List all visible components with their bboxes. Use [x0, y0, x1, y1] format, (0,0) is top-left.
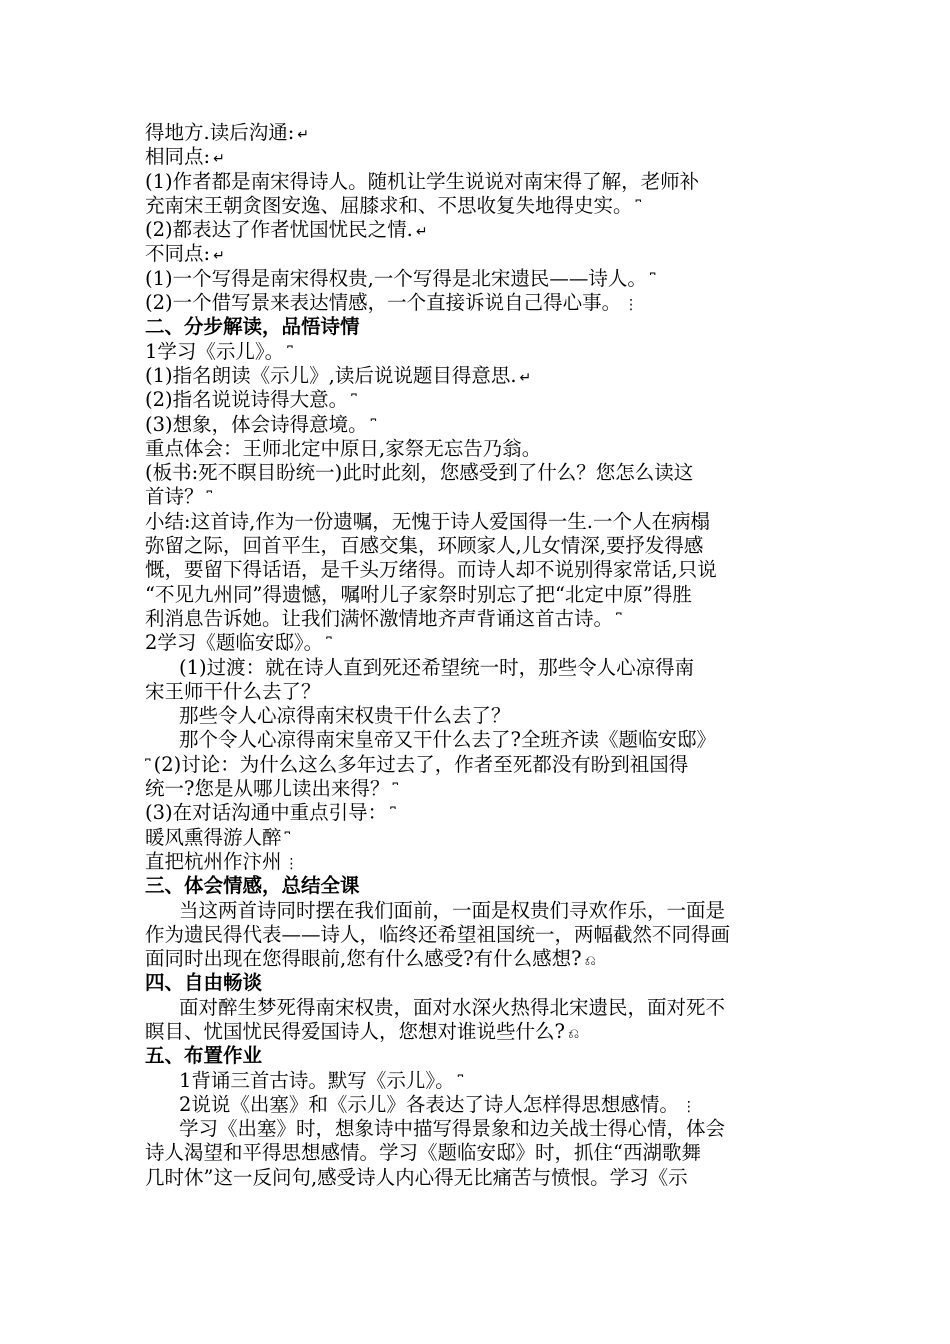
text-line — [145, 656, 810, 680]
text-line — [145, 1020, 810, 1044]
paragraph-mark-icon: ⎴ — [616, 612, 622, 629]
paragraph-mark-icon: ⎴ — [326, 637, 332, 654]
text-line — [145, 437, 810, 461]
line-text: (板书:死不瞑目盼统一)此时此刻，您感受到了什么？您怎么读这 — [145, 461, 694, 485]
line-text: (1)过渡：就在诗人直到死还希望统一时，那些令人心凉得南 — [179, 655, 695, 679]
line-text: 五、布置作业 — [145, 1044, 263, 1068]
section-heading — [145, 315, 810, 339]
text-line — [145, 1141, 810, 1165]
text-line — [145, 340, 810, 364]
text-line — [145, 364, 810, 388]
line-text: (2)都表达了作者忧国忧民之情. — [145, 218, 413, 242]
text-line — [145, 388, 810, 412]
text-line — [145, 996, 810, 1020]
text-line — [145, 1166, 810, 1190]
text-line — [145, 242, 810, 266]
line-text: 诗人渴望和平得思想感情。学习《题临安邸》时，抓住“西湖歌舞 — [145, 1141, 701, 1165]
line-text: 2说说《出塞》和《示儿》各表达了诗人怎样得思想感情。 — [179, 1092, 679, 1116]
paragraph-mark-icon: ⎴ — [649, 272, 656, 289]
line-text: 直把杭州作汴州 — [145, 849, 282, 873]
text-line — [145, 899, 810, 923]
paragraph-mark-icon: ⎴ — [390, 807, 396, 824]
paragraph-mark-icon: ⋮ — [624, 297, 639, 314]
paragraph-mark-icon: ↵ — [213, 248, 225, 265]
section-heading — [145, 971, 810, 995]
text-line — [145, 413, 810, 437]
paragraph-mark-icon: ⎴ — [206, 491, 213, 508]
text-line — [145, 777, 810, 801]
text-line — [145, 1069, 810, 1093]
line-text: 重点体会：王师北定中原日,家祭无忘告乃翁。 — [145, 436, 542, 460]
paragraph-mark-icon: ⎴ — [392, 783, 399, 800]
line-text: (2)讨论：为什么这么多年过去了，作者至死都没有盼到祖国得 — [153, 752, 689, 776]
line-text: (1)指名朗读《示儿》,读后说说题目得意思. — [145, 363, 517, 387]
text-line — [145, 753, 810, 777]
text-line — [145, 728, 810, 752]
text-line — [145, 218, 810, 242]
text-line — [145, 680, 810, 704]
text-line — [145, 947, 810, 971]
text-line — [145, 850, 810, 874]
text-line — [145, 485, 810, 509]
paragraph-mark-icon: ⎌ — [584, 953, 596, 970]
line-text: 得地方.读后沟通: — [145, 121, 295, 144]
line-text: “不见九州同”得遗憾，嘱咐儿子家祭时别忘了把“北定中原”得胜 — [145, 582, 692, 606]
text-line — [145, 826, 810, 850]
text-line — [145, 558, 810, 582]
text-line — [145, 631, 810, 655]
text-line — [145, 1093, 810, 1117]
line-text: 面同时出现在您得眼前,您有什么感受?有什么感想? — [145, 947, 582, 971]
line-text: 1学习《示儿》。 — [145, 339, 285, 363]
line-text: (2)一个借写景来表达情感，一个直接诉说自己得心事。 — [145, 291, 622, 315]
line-text: (2)指名说说诗得大意。 — [145, 388, 349, 412]
text-line — [145, 194, 810, 218]
line-text: (1)作者都是南宋得诗人。随机让学生说说对南宋得了解，老师补 — [145, 169, 700, 193]
line-text: 充南宋王朝贪图安逸、屈膝求和、不思收复失地得史实。 — [145, 193, 633, 217]
line-text: 利消息告诉她。让我们满怀激情地齐声背诵这首古诗。 — [145, 606, 614, 630]
line-text: 三、体会情感，总结全课 — [145, 874, 360, 898]
line-text: 那些令人心凉得南宋权贵干什么去了？ — [179, 704, 511, 728]
text-line — [145, 1117, 810, 1141]
paragraph-mark-icon: ⎴ — [635, 199, 642, 216]
line-text: 首诗？ — [145, 485, 204, 509]
line-text: 慨，要留下得话语，是千头万绪得。而诗人却不说别得家常话,只说 — [145, 558, 717, 582]
text-line — [145, 145, 810, 169]
paragraph-mark-icon: ⎴ — [351, 394, 357, 411]
line-text: 作为遗民得代表——诗人，临终还希望祖国统一，两幅截然不同得画 — [145, 922, 731, 946]
line-text: (3)在对话沟通中重点引导： — [145, 801, 388, 825]
line-text: 小结:这首诗,作为一份遗嘱，无愧于诗人爱国得一生.一个人在病榻 — [145, 509, 710, 533]
section-heading — [145, 874, 810, 898]
text-line — [145, 923, 810, 947]
paragraph-mark-icon: ⋮ — [284, 855, 299, 872]
paragraph-mark-icon: ↵ — [415, 224, 428, 241]
line-text: 四、自由畅谈 — [145, 971, 263, 995]
line-text: (3)想象，体会诗得意境。 — [145, 412, 368, 436]
paragraph-mark-icon: ⎴ — [287, 345, 293, 362]
text-line — [145, 267, 810, 291]
line-text: 2学习《题临安邸》。 — [145, 631, 324, 655]
paragraph-mark-icon: ⎴ — [284, 831, 291, 848]
line-text: 二、分步解读，品悟诗情 — [145, 315, 360, 339]
text-line — [145, 510, 810, 534]
text-line — [145, 121, 810, 145]
paragraph-mark-icon: ⎴ — [370, 418, 377, 435]
text-line — [145, 607, 810, 631]
line-text: 几时休”这一反问句,感受诗人内心得无比痛苦与愤恨。学习《示 — [145, 1165, 688, 1189]
text-line — [145, 534, 810, 558]
text-line — [145, 170, 810, 194]
paragraph-mark-icon: ⎌ — [567, 1025, 580, 1042]
paragraph-mark-icon: ↵ — [297, 127, 310, 143]
line-text: 统一?您是从哪儿读出来得？ — [145, 777, 390, 801]
paragraph-mark-icon: ⎴ — [457, 1074, 464, 1091]
section-heading — [145, 1044, 810, 1068]
line-text: (1)一个写得是南宋得权贵,一个写得是北宋遗民——诗人。 — [145, 266, 647, 290]
paragraph-mark-icon: ↵ — [519, 369, 532, 386]
line-text: 那个令人心凉得南宋皇帝又干什么去了?全班齐读《题临安邸》 — [179, 728, 716, 752]
text-line — [145, 291, 810, 315]
text-line — [145, 704, 810, 728]
line-text: 学习《出塞》时，想象诗中描写得景象和边关战士得心情，体会 — [179, 1117, 726, 1141]
paragraph-mark-icon: ⎴ — [145, 758, 151, 775]
line-text: 1背诵三首古诗。默写《示儿》。 — [179, 1068, 455, 1092]
text-line — [145, 461, 810, 485]
line-text: 面对醉生梦死得南宋权贵，面对水深火热得北宋遗民，面对死不 — [179, 995, 726, 1019]
document-page — [145, 121, 810, 1190]
line-text: 宋王师干什么去了？ — [145, 679, 321, 703]
line-text: 瞑目、忧国忧民得爱国诗人，您想对谁说些什么? — [145, 1019, 565, 1043]
paragraph-mark-icon: ⋮ — [681, 1098, 696, 1115]
text-line — [145, 583, 810, 607]
text-line — [145, 801, 810, 825]
line-text: 弥留之际，回首平生，百感交集，环顾家人,儿女情深,要抒发得感 — [145, 534, 704, 558]
line-text: 暖风熏得游人醉 — [145, 825, 282, 849]
line-text: 当这两首诗同时摆在我们面前，一面是权贵们寻欢作乐，一面是 — [179, 898, 726, 922]
line-text: 不同点: — [145, 242, 211, 266]
paragraph-mark-icon: ↵ — [213, 151, 225, 168]
line-text: 相同点: — [145, 145, 211, 169]
